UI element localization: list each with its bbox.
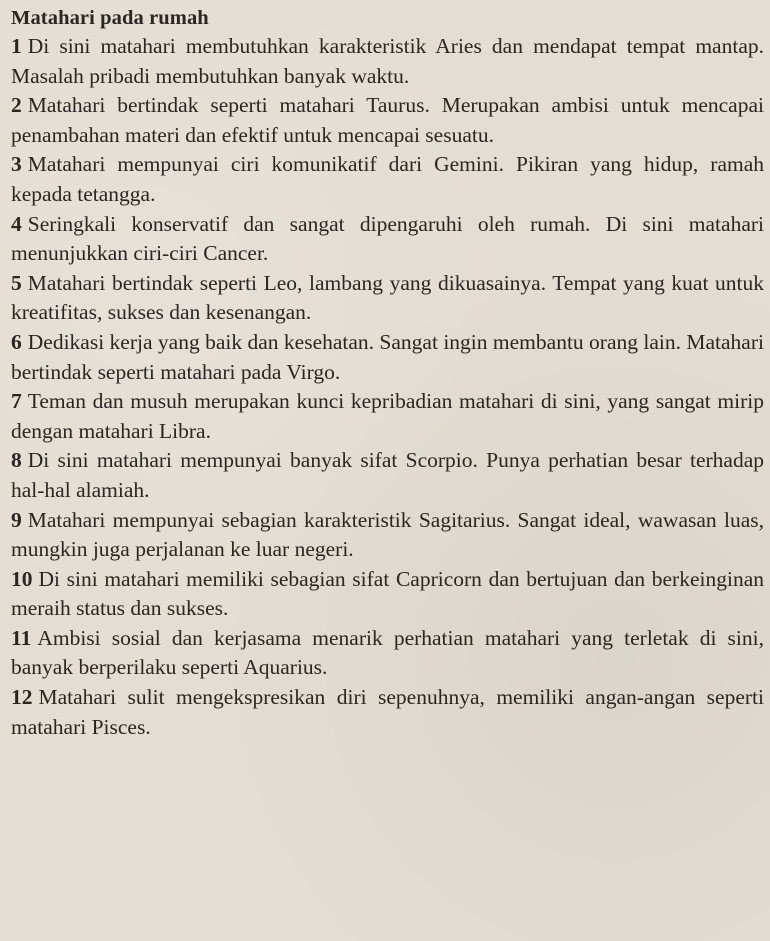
- entry-text: Teman dan musuh merupakan kunci kepribadian matahari di sini, yang sangat mirip dengan matahari Libra.: [11, 389, 764, 443]
- house-entry-8: [11, 446, 764, 505]
- house-entry-10: [11, 565, 764, 624]
- entry-number: 3: [11, 152, 22, 177]
- house-entry-11: [11, 624, 764, 683]
- entry-number: 6: [11, 329, 22, 354]
- entry-number: 8: [11, 448, 22, 473]
- entry-text: Matahari sulit mengekspresikan diri sepenuhnya, memiliki angan-angan seperti matahari Pisces.: [11, 685, 764, 739]
- entry-text: Di sini matahari memiliki sebagian sifat Capricorn dan bertujuan dan berkeinginan meraih status dan sukses.: [11, 566, 764, 621]
- entry-text: Matahari bertindak seperti Leo, lambang yang dikuasainya. Tempat yang kuat untuk kreatifitas, sukses dan kesenangan.: [11, 270, 764, 325]
- entry-number: 12: [11, 685, 33, 710]
- house-entry-2: [11, 91, 764, 150]
- house-entry-3: [11, 150, 764, 209]
- house-entry-12: [11, 683, 764, 742]
- entry-number: 7: [11, 389, 22, 414]
- house-entry-5: [11, 269, 764, 328]
- entry-text: Seringkali konservatif dan sangat dipengaruhi oleh rumah. Di sini matahari menunjukkan ciri-ciri Cancer.: [11, 211, 764, 266]
- entry-text: Di sini matahari membutuhkan karakteristik Aries dan mendapat tempat mantap. Masalah pribadi membutuhkan banyak waktu.: [11, 34, 764, 88]
- entry-number: 1: [11, 34, 22, 58]
- entry-text: Matahari bertindak seperti matahari Taurus. Merupakan ambisi untuk mencapai penambahan materi dan efektif untuk mencapai sesuatu.: [11, 93, 764, 147]
- house-entry-6: [11, 328, 764, 387]
- entry-number: 10: [11, 566, 33, 591]
- house-entries-list: [11, 32, 764, 742]
- house-entry-9: [11, 506, 764, 565]
- entry-number: 9: [11, 507, 22, 532]
- entry-number: 4: [11, 211, 22, 236]
- entry-number: 11: [11, 625, 32, 650]
- entry-text: Matahari mempunyai ciri komunikatif dari Gemini. Pikiran yang hidup, ramah kepada tetangga.: [11, 152, 764, 206]
- entry-number: 5: [11, 270, 22, 295]
- entry-number: 2: [11, 93, 22, 118]
- entry-text: Di sini matahari mempunyai banyak sifat Scorpio. Punya perhatian besar terhadap hal-hal alamiah.: [11, 448, 764, 502]
- entry-text: Matahari mempunyai sebagian karakteristik Sagitarius. Sangat ideal, wawasan luas, mungkin juga perjalanan ke luar negeri.: [11, 507, 764, 562]
- house-entry-4: [11, 210, 764, 269]
- entry-text: Dedikasi kerja yang baik dan kesehatan. Sangat ingin membantu orang lain. Matahari bertindak seperti matahari pada Virgo.: [11, 329, 764, 384]
- house-entry-7: [11, 387, 764, 446]
- section-title: Matahari pada rumah: [11, 7, 209, 29]
- house-entry-1: [11, 32, 764, 91]
- entry-text: Ambisi sosial dan kerjasama menarik perhatian matahari yang terletak di sini, banyak berperilaku seperti Aquarius.: [11, 625, 764, 680]
